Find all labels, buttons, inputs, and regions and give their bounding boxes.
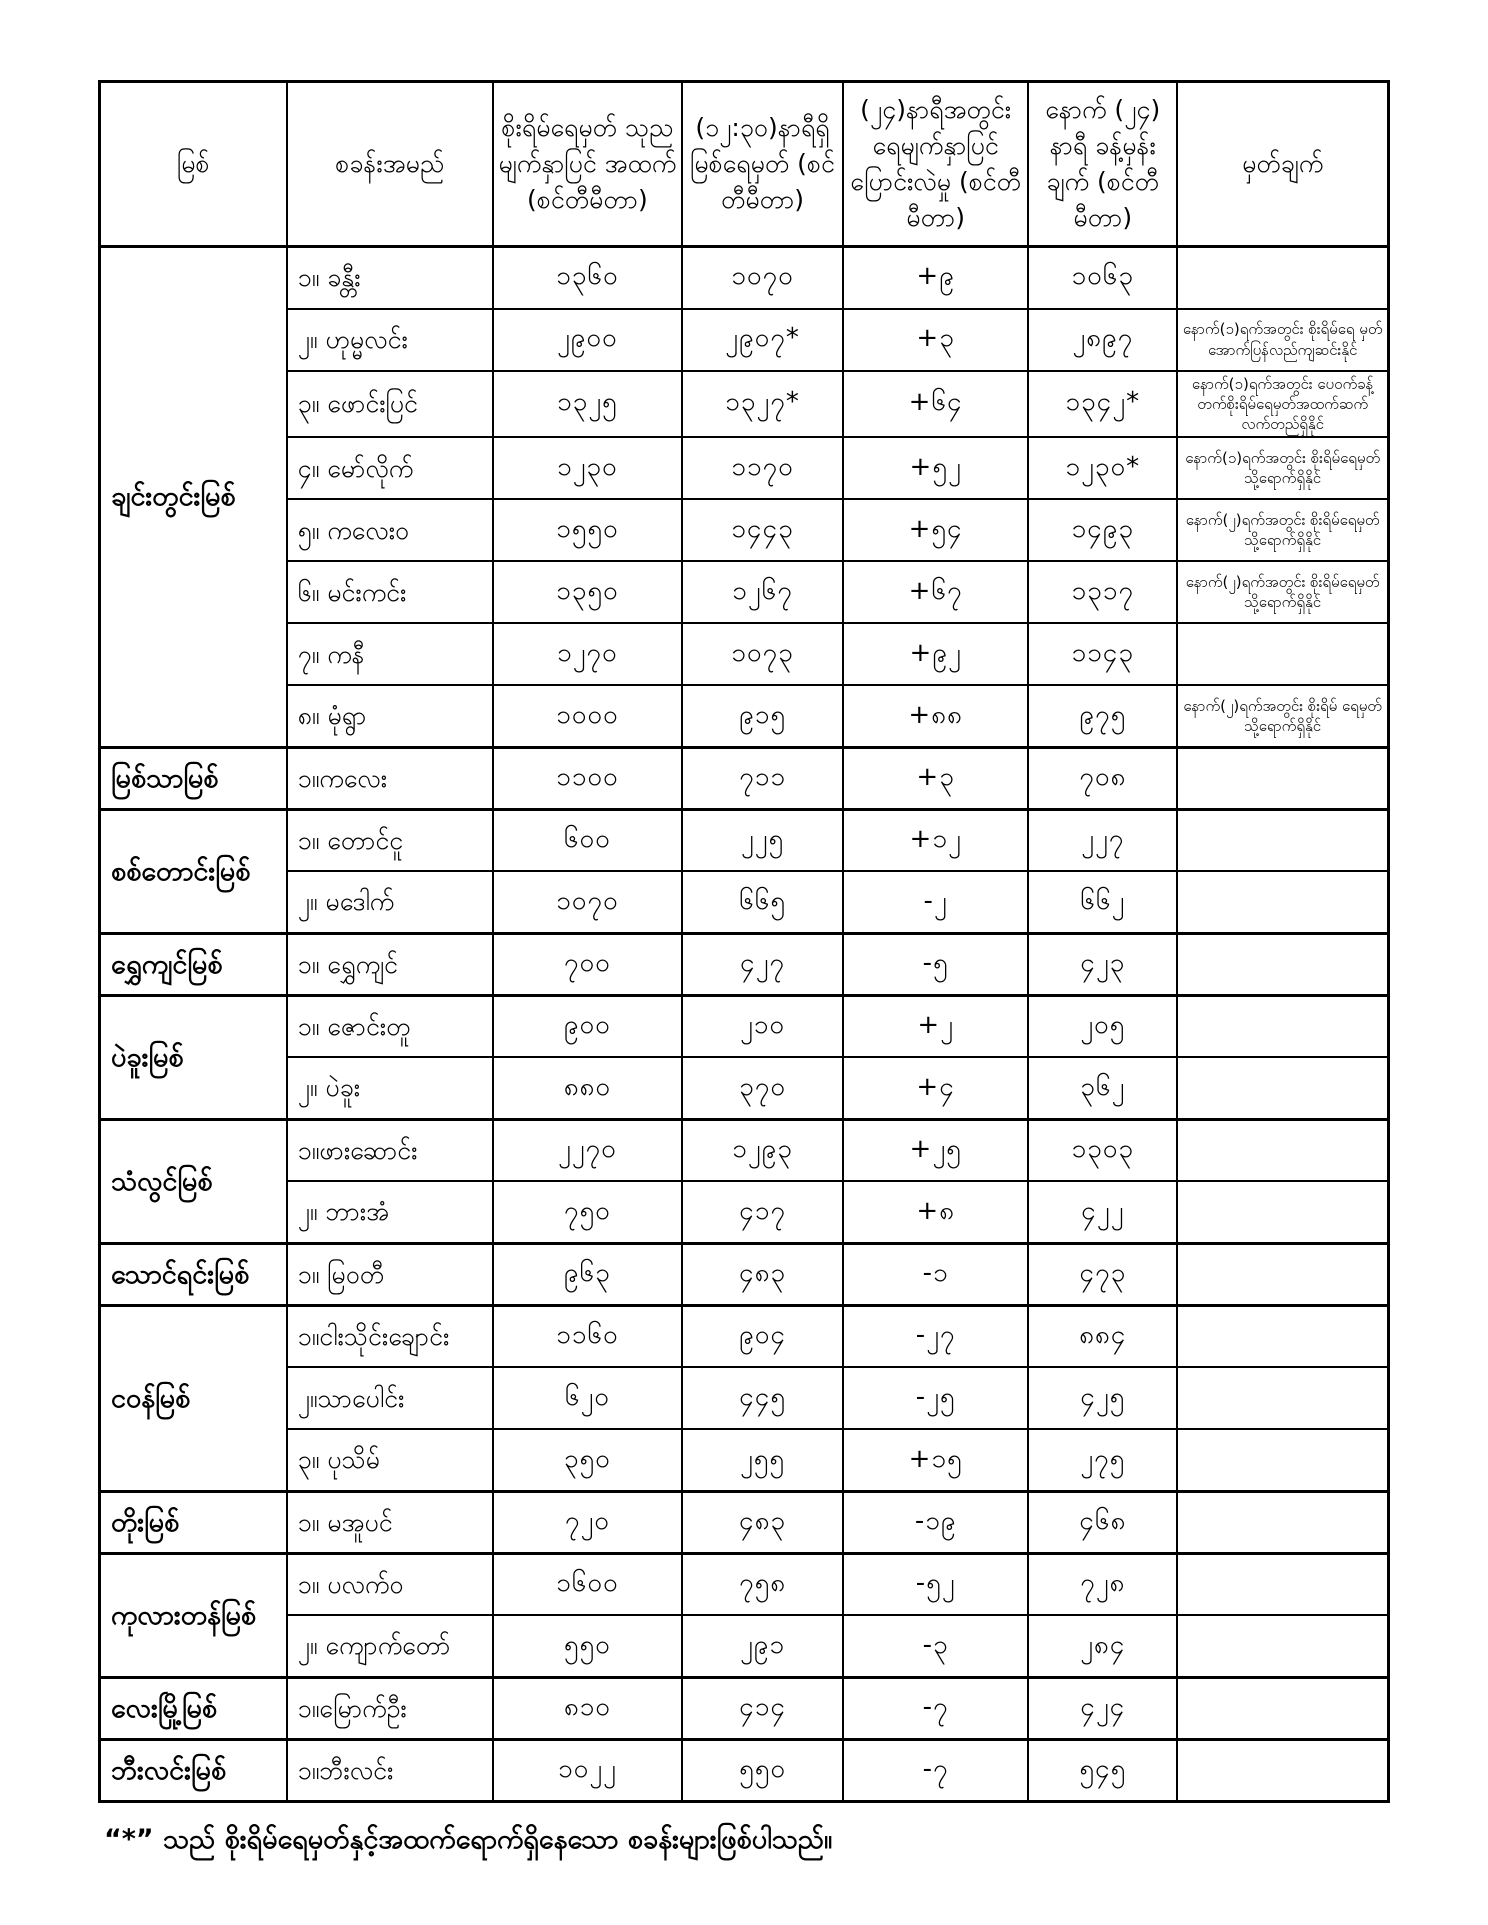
danger-level-cell: ၈၁၀ <box>493 1677 682 1739</box>
station-cell: ၁။ တောင်ငူ <box>287 809 493 871</box>
danger-level-cell: ၇၀၀ <box>493 933 682 995</box>
river-name-cell: ပဲခူးမြစ် <box>100 995 287 1119</box>
forecast-cell: ၁၁၄၃ <box>1028 623 1177 685</box>
change-cell: +၉၂ <box>843 623 1028 685</box>
station-cell: ၂။ ပဲခူး <box>287 1057 493 1119</box>
change-cell: -၂ <box>843 871 1028 933</box>
table-row <box>100 1553 1389 1615</box>
remark-cell <box>1177 1367 1388 1429</box>
table-row <box>100 561 1389 623</box>
remark-cell: နောက်(၂)ရက်အတွင်း စိုးရိမ်ရေမှတ်သို့ရောက်ရှိနိုင် <box>1177 499 1388 561</box>
danger-level-cell: ၇၅၀ <box>493 1181 682 1243</box>
change-cell: -၇ <box>843 1739 1028 1801</box>
station-cell: ၇။ ကနီ <box>287 623 493 685</box>
remark-cell: နောက်(၁)ရက်အတွင်း စိုးရိမ်ရေ မှတ် အောက်ပြန်လည်ကျဆင်းနိုင် <box>1177 309 1388 371</box>
asterisk-footnote: “*” သည် စိုးရိမ်ရေမှတ်နှင့်အထက်ရောက်ရှိနေသော စခန်းများဖြစ်ပါသည်။ <box>104 1824 833 1855</box>
river-name-cell: ချင်းတွင်းမြစ် <box>100 247 287 748</box>
station-cell: ၁။ ဇောင်းတူ <box>287 995 493 1057</box>
remark-cell <box>1177 809 1388 871</box>
remark-cell: နောက်(၂)ရက်အတွင်း စိုးရိမ် ရေမှတ်သို့ရောက်ရှိနိုင် <box>1177 685 1388 747</box>
danger-level-cell: ၃၅၀ <box>493 1429 682 1491</box>
station-cell: ၁။ ပလက်ဝ <box>287 1553 493 1615</box>
forecast-cell: ၁၀၆၃ <box>1028 247 1177 309</box>
current-level-cell: ၅၅၀ <box>682 1739 843 1801</box>
change-cell: -၇ <box>843 1677 1028 1739</box>
forecast-cell: ၁၃၀၃ <box>1028 1119 1177 1181</box>
river-name-cell: ငဝန်မြစ် <box>100 1305 287 1491</box>
remark-cell: နောက်(၂)ရက်အတွင်း စိုးရိမ်ရေမှတ်သို့ရောက်ရှိနိုင် <box>1177 561 1388 623</box>
forecast-cell: ၁၃၄၂* <box>1028 371 1177 438</box>
table-row <box>100 1615 1389 1677</box>
river-name-cell: မြစ်သာမြစ် <box>100 747 287 809</box>
change-cell: +၈၈ <box>843 685 1028 747</box>
current-level-cell: ၉၀၄ <box>682 1305 843 1367</box>
change-cell: -၂၇ <box>843 1305 1028 1367</box>
danger-level-cell: ၇၂၀ <box>493 1491 682 1553</box>
station-cell: ၁။ငါးသိုင်းချောင်း <box>287 1305 493 1367</box>
river-name-cell: စစ်တောင်းမြစ် <box>100 809 287 933</box>
danger-level-cell: ၉၀၀ <box>493 995 682 1057</box>
change-cell: +၆၄ <box>843 371 1028 438</box>
danger-level-cell: ၂၂၇၀ <box>493 1119 682 1181</box>
current-level-cell: ၇၅၈ <box>682 1553 843 1615</box>
current-level-cell: ၆၆၅ <box>682 871 843 933</box>
current-level-cell: ၇၁၁ <box>682 747 843 809</box>
danger-level-cell: ၁၁၆၀ <box>493 1305 682 1367</box>
table-row <box>100 1367 1389 1429</box>
river-name-cell: ရွှေကျင်မြစ် <box>100 933 287 995</box>
current-level-cell: ၄၂၇ <box>682 933 843 995</box>
change-cell: -၁ <box>843 1243 1028 1305</box>
current-level-cell: ၂၂၅ <box>682 809 843 871</box>
forecast-cell: ၄၂၃ <box>1028 933 1177 995</box>
current-level-cell: ၂၅၅ <box>682 1429 843 1491</box>
remark-cell: နောက်(၁)ရက်အတွင်း ပေဝက်ခန့် တက်စိုးရိမ်ရေမှတ်အထက်ဆက် လက်တည်ရှိနိုင် <box>1177 371 1388 438</box>
current-level-cell: ၂၉၁ <box>682 1615 843 1677</box>
danger-level-cell: ၁၀၇၀ <box>493 871 682 933</box>
forecast-cell: ၂၈၄ <box>1028 1615 1177 1677</box>
current-level-cell: ၄၁၄ <box>682 1677 843 1739</box>
remark-cell <box>1177 747 1388 809</box>
danger-level-cell: ၉၆၃ <box>493 1243 682 1305</box>
remark-cell <box>1177 1739 1388 1801</box>
table-row <box>100 437 1389 499</box>
danger-level-cell: ၂၉၀၀ <box>493 309 682 371</box>
table-row <box>100 1491 1389 1553</box>
remark-cell <box>1177 623 1388 685</box>
station-cell: ၁။ဖားဆောင်း <box>287 1119 493 1181</box>
header-station-name: စခန်းအမည် <box>287 82 493 247</box>
table-row <box>100 371 1389 438</box>
forecast-cell: ၃၆၂ <box>1028 1057 1177 1119</box>
header-river: မြစ် <box>100 82 287 247</box>
change-cell: +၃ <box>843 309 1028 371</box>
change-cell: +၃ <box>843 747 1028 809</box>
forecast-cell: ၂၈၉၇ <box>1028 309 1177 371</box>
current-level-cell: ၄၈၃ <box>682 1491 843 1553</box>
remark-cell <box>1177 1181 1388 1243</box>
forecast-cell: ၂၀၅ <box>1028 995 1177 1057</box>
station-cell: ၂။ ကျောက်တော် <box>287 1615 493 1677</box>
forecast-cell: ၁၃၁၇ <box>1028 561 1177 623</box>
change-cell: -၁၉ <box>843 1491 1028 1553</box>
table-row <box>100 1057 1389 1119</box>
change-cell: +၄ <box>843 1057 1028 1119</box>
change-cell: +၅၄ <box>843 499 1028 561</box>
danger-level-cell: ၁၂၇၀ <box>493 623 682 685</box>
station-cell: ၃။ ပုသိမ် <box>287 1429 493 1491</box>
current-level-cell: ၃၇၀ <box>682 1057 843 1119</box>
station-cell: ၂။ မဒေါက် <box>287 871 493 933</box>
station-cell: ၁။ ရွှေကျင် <box>287 933 493 995</box>
forecast-cell: ၂၂၇ <box>1028 809 1177 871</box>
header-remark: မှတ်ချက် <box>1177 82 1388 247</box>
river-name-cell: တိုးမြစ် <box>100 1491 287 1553</box>
station-cell: ၈။ မုံရွာ <box>287 685 493 747</box>
current-level-cell: ၄၄၅ <box>682 1367 843 1429</box>
remark-cell <box>1177 1491 1388 1553</box>
danger-level-cell: ၁၃၆၀ <box>493 247 682 309</box>
remark-cell <box>1177 247 1388 309</box>
remark-cell <box>1177 1553 1388 1615</box>
change-cell: -၅ <box>843 933 1028 995</box>
remark-cell <box>1177 1119 1388 1181</box>
current-level-cell: ၂၁၀ <box>682 995 843 1057</box>
current-level-cell: ၄၈၃ <box>682 1243 843 1305</box>
table-row <box>100 1429 1389 1491</box>
danger-level-cell: ၁၃၂၅ <box>493 371 682 438</box>
station-cell: ၁။ မြဝတီ <box>287 1243 493 1305</box>
river-name-cell: လေးမြို့မြစ် <box>100 1677 287 1739</box>
change-cell: +၁၅ <box>843 1429 1028 1491</box>
table-row <box>100 309 1389 371</box>
danger-level-cell: ၅၅၀ <box>493 1615 682 1677</box>
remark-cell <box>1177 933 1388 995</box>
danger-level-cell: ၁၁၀၀ <box>493 747 682 809</box>
table-row <box>100 871 1389 933</box>
station-cell: ၃။ ဖောင်းပြင် <box>287 371 493 438</box>
current-level-cell: ၁၃၂၇* <box>682 371 843 438</box>
river-name-cell: ကုလားတန်မြစ် <box>100 1553 287 1677</box>
table-row <box>100 995 1389 1057</box>
current-level-cell: ၁၄၄၃ <box>682 499 843 561</box>
change-cell: +၂ <box>843 995 1028 1057</box>
change-cell: -၂၅ <box>843 1367 1028 1429</box>
change-cell: +၅၂ <box>843 437 1028 499</box>
danger-level-cell: ၁၆၀၀ <box>493 1553 682 1615</box>
table-row <box>100 247 1389 309</box>
change-cell: +၉ <box>843 247 1028 309</box>
table-row <box>100 1243 1389 1305</box>
current-level-cell: ၄၁၇ <box>682 1181 843 1243</box>
header-danger-level: စိုးရိမ်ရေမှတ် သုညမျက်နှာပြင် အထက် (စင်တီမီတာ) <box>493 82 682 247</box>
current-level-cell: ၁၁၇၀ <box>682 437 843 499</box>
forecast-cell: ၁၂၃၀* <box>1028 437 1177 499</box>
table-row <box>100 1181 1389 1243</box>
forecast-cell: ၄၇၃ <box>1028 1243 1177 1305</box>
table-row <box>100 1305 1389 1367</box>
forecast-cell: ၇၂၈ <box>1028 1553 1177 1615</box>
table-row <box>100 933 1389 995</box>
header-row <box>100 82 1389 247</box>
change-cell: +၂၅ <box>843 1119 1028 1181</box>
station-cell: ၁။ကလေး <box>287 747 493 809</box>
danger-level-cell: ၁၀၀၀ <box>493 685 682 747</box>
station-cell: ၆။ မင်းကင်း <box>287 561 493 623</box>
danger-level-cell: ၁၅၅၀ <box>493 499 682 561</box>
forecast-cell: ၆၆၂ <box>1028 871 1177 933</box>
station-cell: ၁။မြောက်ဦး <box>287 1677 493 1739</box>
station-cell: ၂။သာပေါင်း <box>287 1367 493 1429</box>
forecast-cell: ၇၀၈ <box>1028 747 1177 809</box>
forecast-cell: ၄၂၂ <box>1028 1181 1177 1243</box>
current-level-cell: ၁၂၆၇ <box>682 561 843 623</box>
header-current-level: (၁၂:၃၀)နာရီရှိ မြစ်ရေမှတ် (စင်တီမီတာ) <box>682 82 843 247</box>
station-cell: ၂။ ဟုမ္မလင်း <box>287 309 493 371</box>
forecast-cell: ၉၇၅ <box>1028 685 1177 747</box>
change-cell: +၆၇ <box>843 561 1028 623</box>
remark-cell <box>1177 871 1388 933</box>
current-level-cell: ၁၀၇၀ <box>682 247 843 309</box>
station-cell: ၂။ ဘားအံ <box>287 1181 493 1243</box>
table-row <box>100 1739 1389 1801</box>
remark-cell: နောက်(၁)ရက်အတွင်း စိုးရိမ်ရေမှတ်သို့ရောက်ရှိနိုင် <box>1177 437 1388 499</box>
danger-level-cell: ၁၂၃၀ <box>493 437 682 499</box>
river-level-table <box>98 80 1390 1803</box>
change-cell: -၅၂ <box>843 1553 1028 1615</box>
remark-cell <box>1177 1429 1388 1491</box>
river-name-cell: ဘီးလင်းမြစ် <box>100 1739 287 1801</box>
table-row <box>100 623 1389 685</box>
forecast-cell: ၄၆၈ <box>1028 1491 1177 1553</box>
danger-level-cell: ၁၃၅၀ <box>493 561 682 623</box>
current-level-cell: ၁၂၉၃ <box>682 1119 843 1181</box>
station-cell: ၁။ဘီးလင်း <box>287 1739 493 1801</box>
station-cell: ၅။ ကလေးဝ <box>287 499 493 561</box>
current-level-cell: ၁၀၇၃ <box>682 623 843 685</box>
station-cell: ၁။ ခန္တီး <box>287 247 493 309</box>
table-row <box>100 499 1389 561</box>
danger-level-cell: ၆၀၀ <box>493 809 682 871</box>
river-name-cell: သောင်ရင်းမြစ် <box>100 1243 287 1305</box>
remark-cell <box>1177 995 1388 1057</box>
remark-cell <box>1177 1615 1388 1677</box>
station-cell: ၄။ မော်လိုက် <box>287 437 493 499</box>
station-cell: ၁။ မအူပင် <box>287 1491 493 1553</box>
forecast-cell: ၅၄၅ <box>1028 1739 1177 1801</box>
forecast-cell: ၄၂၄ <box>1028 1677 1177 1739</box>
river-name-cell: သံလွင်မြစ် <box>100 1119 287 1243</box>
remark-cell <box>1177 1243 1388 1305</box>
change-cell: +၈ <box>843 1181 1028 1243</box>
table-row <box>100 685 1389 747</box>
table-row <box>100 809 1389 871</box>
danger-level-cell: ၁၀၂၂ <box>493 1739 682 1801</box>
header-24h-forecast: နောက် (၂၄) နာရီ ခန့်မှန်းချက် (စင်တီမီတာ) <box>1028 82 1177 247</box>
table-row <box>100 747 1389 809</box>
danger-level-cell: ၈၈၀ <box>493 1057 682 1119</box>
remark-cell <box>1177 1057 1388 1119</box>
table-row <box>100 1677 1389 1739</box>
table-row <box>100 1119 1389 1181</box>
remark-cell <box>1177 1305 1388 1367</box>
current-level-cell: ၂၉၀၇* <box>682 309 843 371</box>
danger-level-cell: ၆၂၀ <box>493 1367 682 1429</box>
change-cell: -၃ <box>843 1615 1028 1677</box>
forecast-cell: ၁၄၉၃ <box>1028 499 1177 561</box>
forecast-cell: ၄၂၅ <box>1028 1367 1177 1429</box>
forecast-cell: ၂၇၅ <box>1028 1429 1177 1491</box>
remark-cell <box>1177 1677 1388 1739</box>
change-cell: +၁၂ <box>843 809 1028 871</box>
forecast-cell: ၈၈၄ <box>1028 1305 1177 1367</box>
header-24h-change: (၂၄)နာရီအတွင်း ရေမျက်နှာပြင် ပြောင်းလဲမှု (စင်တီမီတာ) <box>843 82 1028 247</box>
current-level-cell: ၉၁၅ <box>682 685 843 747</box>
